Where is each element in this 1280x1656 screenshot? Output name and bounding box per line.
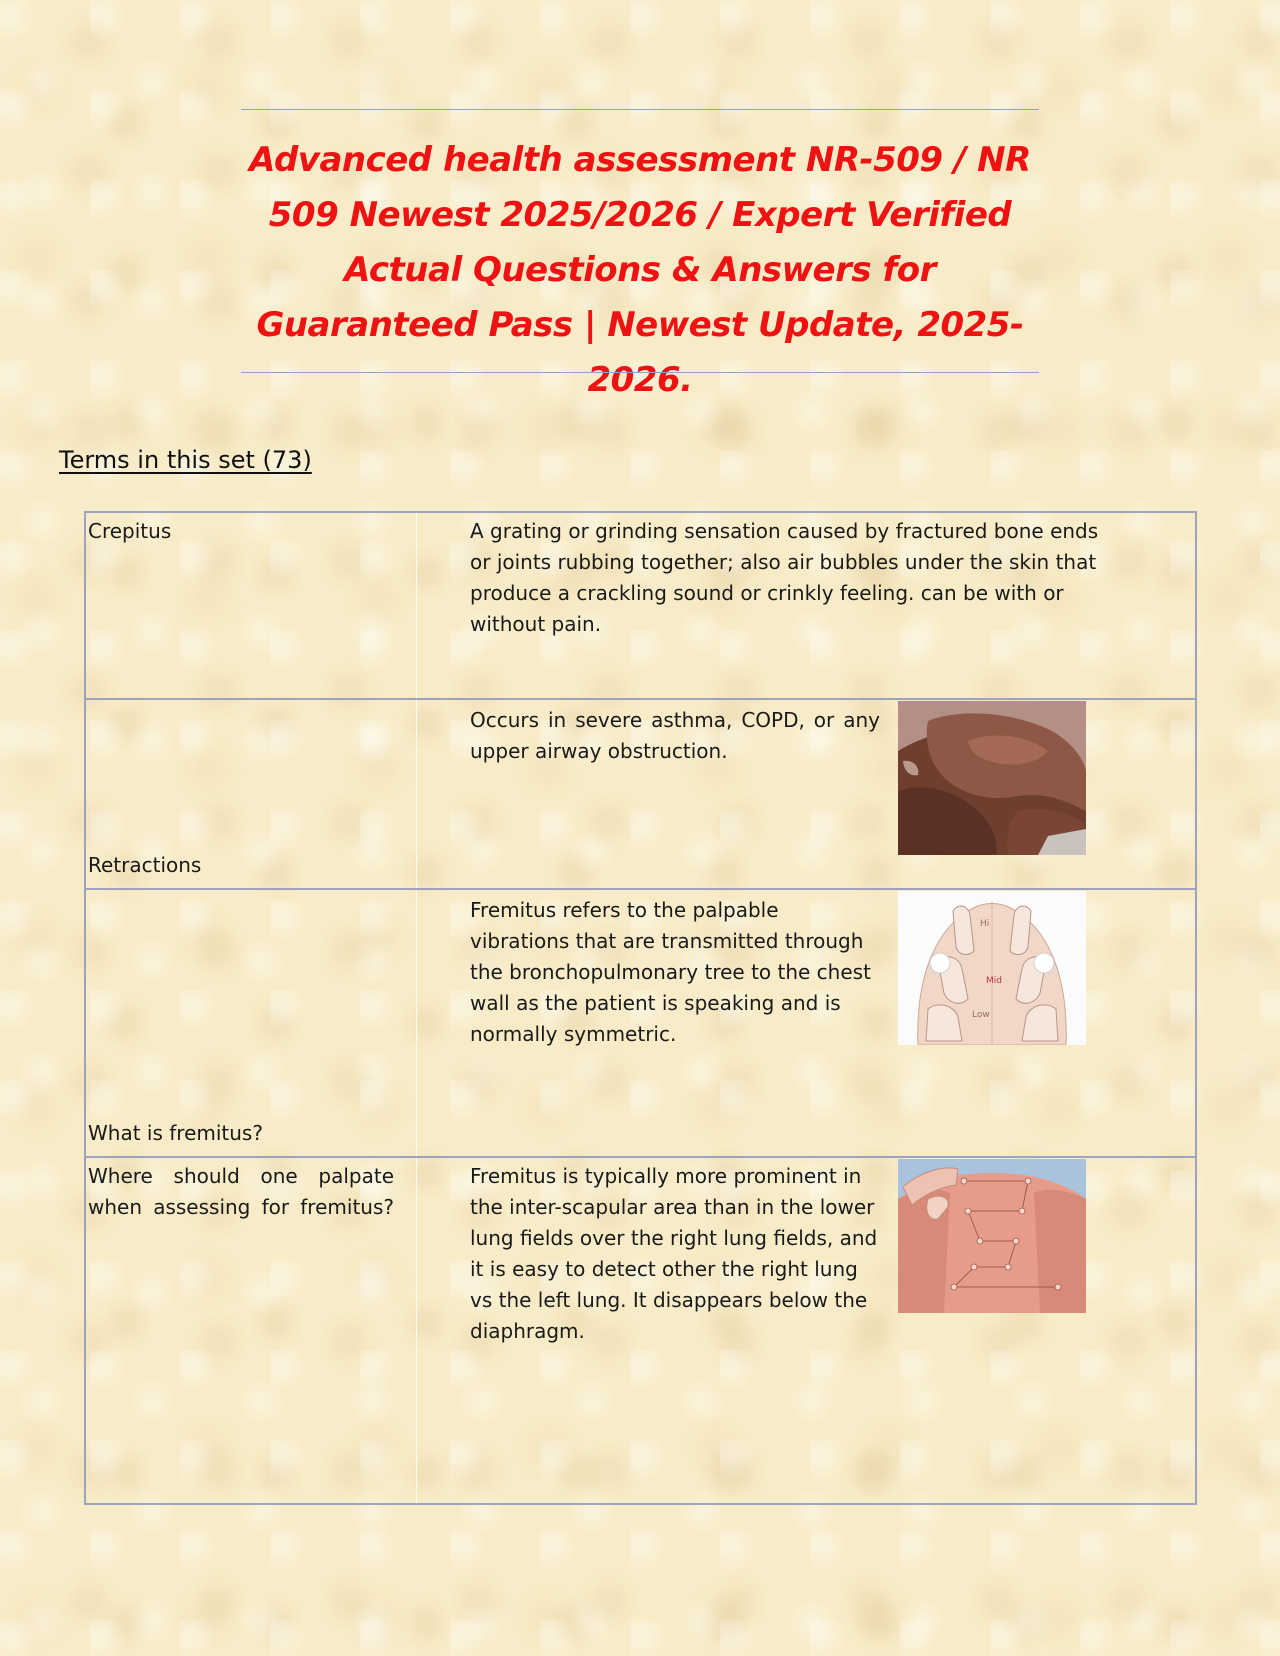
- terms-set-heading: Terms in this set (73): [59, 446, 312, 474]
- term-definition: A grating or grinding sensation caused by fractured bone ends or joints rubbing together; also air bubbles under the skin that produce a crackling sound or crinkly feeling. can be with or without pain.: [470, 519, 1099, 636]
- term-label: Retractions: [88, 853, 202, 877]
- term-row-where-palpate-fremitus: [86, 1156, 1195, 1503]
- term-row-what-is-fremitus: [86, 888, 1195, 1156]
- svg-text:Hi: Hi: [980, 919, 990, 929]
- term-definition: Occurs in severe asthma, COPD, or any upper airway obstruction.: [470, 708, 880, 763]
- column-divider: [416, 513, 417, 698]
- terms-table: [84, 511, 1197, 1505]
- fremitus-hands-illustration-icon: [898, 891, 1086, 1045]
- svg-text:Low: Low: [972, 1010, 990, 1020]
- title-rule-top: [241, 109, 1039, 110]
- term-definition: Fremitus refers to the palpable vibrations that are transmitted through the bronchopulmonary tree to the chest wall as the patient is speaking and is normally symmetric.: [470, 898, 871, 1046]
- title-rule-bottom: [241, 372, 1039, 373]
- term-label: Crepitus: [88, 519, 172, 543]
- term-row-retractions: [86, 698, 1195, 888]
- term-row-crepitus: [86, 513, 1195, 698]
- document-title: Advanced health assessment NR-509 / NR 509 Newest 2025/2026 / Expert Verified Actual Questions & Answers for Guaranteed Pass | Newest Update, 2025-2026.: [249, 140, 1031, 400]
- retractions-photo-icon: [898, 701, 1086, 855]
- fremitus-palpation-path-icon: [898, 1159, 1086, 1313]
- svg-text:Mid: Mid: [986, 976, 1002, 986]
- term-definition: Fremitus is typically more prominent in the inter-scapular area than in the lower lung fields over the right lung fields, and it is easy to detect other the right lung vs the left lung. It disappears below the diaphragm.: [470, 1164, 878, 1343]
- term-label: What is fremitus?: [88, 1121, 263, 1145]
- column-divider: [416, 890, 417, 1156]
- term-label: Where should one palpate when assessing for fremitus?: [88, 1164, 394, 1219]
- column-divider: [416, 1158, 417, 1503]
- column-divider: [416, 700, 417, 888]
